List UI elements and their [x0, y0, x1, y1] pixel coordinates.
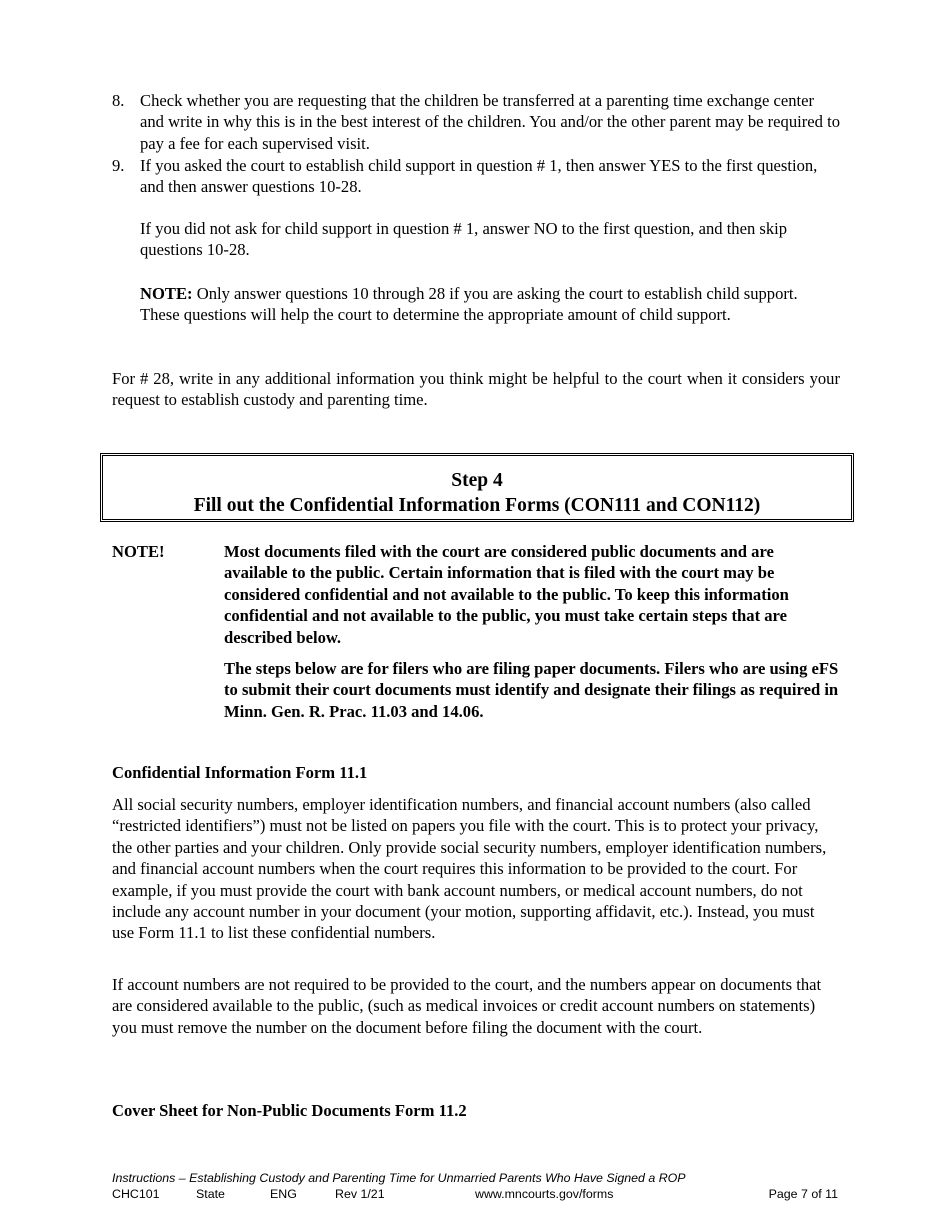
- list-number: 8.: [112, 91, 125, 110]
- note-paragraph-2: The steps below are for filers who are filing paper documents. Filers who are using eFS to submit their court documents must identify and designate their filings as required in Minn. Gen. R. Prac. 11.03 and 14.06.: [224, 659, 839, 721]
- note-label: NOTE!: [112, 542, 165, 561]
- paragraph-question-28: For # 28, write in any additional information you think might be helpful to the court when it considers your request to establish custody and parenting time.: [112, 369, 840, 410]
- step-subtitle: Fill out the Confidential Information Forms (CON111 and CON112): [193, 495, 761, 516]
- footer-page-number: Page 7 of 11: [768, 1187, 838, 1201]
- note-paragraph-1: Most documents filed with the court are considered public documents and are available to the public. Certain information that is filed with the court may be considered confidential and not available to the public. To keep this information confidential and not available to the public, you must take certain steps that are described below.: [224, 542, 789, 647]
- note-text: Only answer questions 10 through 28 if you are asking the court to establish child support. These questions will help the court to determine the appropriate amount of child support.: [140, 284, 798, 325]
- list-item-text: Check whether you are requesting that the children be transferred at a parenting time exchange center and write in why this is in the best interest of the children. You and/or the other parent may be required to pay a fee for each supervised visit.: [140, 91, 840, 153]
- section-1-paragraph-2: If account numbers are not required to be provided to the court, and the numbers appear on documents that are considered available to the public, (such as medical invoices or credit account numbers on statements) you must remove the number on the document before filing the document with the court.: [112, 975, 822, 1037]
- step-4-box: [100, 453, 854, 522]
- footer-url: www.mncourts.gov/forms: [475, 1187, 614, 1201]
- footer-revision: Rev 1/21: [335, 1187, 385, 1201]
- section-heading-form-11-2: Cover Sheet for Non-Public Documents Form 11.2: [112, 1101, 467, 1120]
- step-title: Step 4: [451, 470, 503, 491]
- list-item-9-note: [140, 283, 840, 326]
- footer-language: ENG: [270, 1187, 297, 1201]
- section-heading-form-11-1: Confidential Information Form 11.1: [112, 763, 368, 782]
- footer-state: State: [196, 1187, 225, 1201]
- list-number: 9.: [112, 156, 125, 175]
- note-label: NOTE:: [140, 284, 193, 303]
- footer-info-row: [112, 1186, 840, 1202]
- list-item-text: If you asked the court to establish child support in question # 1, then answer YES to the first question, and then answer questions 10-28.: [140, 156, 818, 197]
- footer-form-code: CHC101: [112, 1187, 160, 1201]
- section-1-paragraph-1: All social security numbers, employer identification numbers, and financial account numbers (also called “restricted identifiers”) must not be listed on papers you file with the court. This is to protect your privacy, the other parties and your children. Only provide social security numbers, employer identification numbers, and financial account numbers when the court requires this information to be provided to the court. For example, if you must provide the court with bank account numbers, or medical account numbers, do not include any account number in your document (your motion, supporting affidavit, etc.). Instead, you must use Form 11.1 to list these confidential numbers.: [112, 795, 827, 943]
- list-item-9-paragraph: If you did not ask for child support in question # 1, answer NO to the first question, and then skip questions 10-28.: [140, 219, 788, 260]
- footer-title: Instructions – Establishing Custody and Parenting Time for Unmarried Parents Who Have Signed a ROP: [112, 1171, 686, 1185]
